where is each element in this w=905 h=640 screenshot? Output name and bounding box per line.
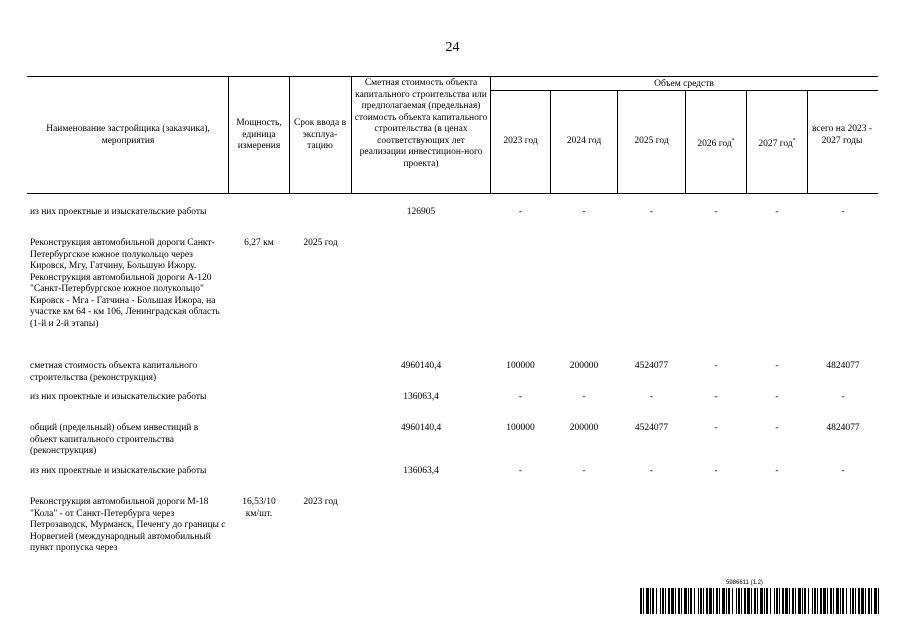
barcode-bar [868, 588, 870, 614]
row-2023: 100000 [506, 423, 535, 433]
row-2026: - [714, 466, 718, 476]
header-divider [807, 90, 808, 193]
barcode-bar [713, 588, 714, 614]
barcode-bar [817, 588, 818, 614]
barcode-bar [751, 588, 752, 614]
row-capacity: 6,27 км [244, 238, 274, 248]
row-deadline: 2025 год [303, 238, 338, 248]
barcode-bar [643, 588, 644, 614]
table-top-rule [27, 76, 878, 77]
row-2025: - [649, 392, 654, 402]
row-2027: - [775, 392, 779, 402]
barcode-label: 5986611 (1.2) [726, 580, 763, 586]
row-2027: - [775, 207, 779, 217]
barcode-bar [764, 588, 765, 614]
barcode-bar [650, 588, 651, 614]
barcode-bar [709, 588, 712, 614]
barcode-bar [782, 588, 784, 614]
row-name: Реконструкция автомобильной дороги Санкт-Петербургское южное полукольцо через Кировск, Мгу, Гатчину, Большую Ижору. Реконструкция автомобильной дороги А-120 "Санкт-Петербургское южное полукольцо" Кировск - Мга - Гатчина - Большая Ижора, на участке км 64 - км 106, Ленинградская область (1-й и 2-й этапы) [30, 238, 220, 329]
barcode-bar [700, 588, 702, 614]
row-2026: - [714, 207, 718, 217]
row-cost: 4960140,4 [400, 423, 442, 433]
header-capacity: Мощность, единица измерения [236, 118, 282, 151]
barcode-bar [766, 588, 768, 614]
header-total: всего на 2023 - 2027 годы [812, 124, 872, 146]
row-2024: - [582, 207, 586, 217]
barcode-bar [703, 588, 704, 614]
barcode-bar [842, 588, 844, 614]
row-2025: 4524077 [634, 423, 669, 433]
header-bottom-rule [27, 193, 878, 194]
barcode-bar [855, 588, 856, 614]
barcode-bar [675, 588, 676, 614]
barcode-bar [668, 588, 670, 614]
row-cost: 136063,4 [403, 466, 439, 476]
header-year-2023: 2023 год [503, 136, 538, 146]
barcode-bar [640, 588, 642, 614]
barcode-bar [646, 588, 649, 614]
row-2025: - [649, 207, 654, 217]
row-2027: - [775, 423, 779, 433]
barcode-bar [779, 588, 780, 614]
barcode-bar [690, 588, 692, 614]
row-2026: - [714, 361, 718, 371]
row-2026: - [714, 392, 718, 402]
header-year-2024: 2024 год [566, 136, 602, 146]
barcode-bar [662, 588, 664, 614]
header-cost: Сметная стоимость объекта капитального строительства или предполагаемая (предельная) стоимость объекта капитального строительства (в ценах соответствующих лет реализации инвестицион-ного проекта) [354, 78, 488, 169]
row-name: сметная стоимость объекта капитального строительства (реконструкция) [30, 361, 198, 383]
row-total: 4824077 [826, 361, 860, 371]
barcode-bar [852, 588, 854, 614]
barcode-bar [776, 588, 778, 614]
header-year-2027 [747, 136, 807, 151]
barcode-bar [671, 588, 674, 614]
barcode-bar [694, 588, 695, 614]
barcode-bar [830, 588, 832, 614]
footnote-star: * [731, 138, 735, 144]
barcode-image [640, 588, 884, 614]
barcode-bar [744, 588, 746, 614]
barcode-bar [846, 588, 847, 614]
barcode-bar [754, 588, 756, 614]
barcode-bar [770, 588, 771, 614]
row-2026: - [714, 423, 718, 433]
barcode-bar [836, 588, 839, 614]
barcode-bar [808, 588, 809, 614]
barcode-bar [681, 588, 682, 614]
header-year-2025: 2025 год [634, 136, 669, 146]
row-2024: 200000 [569, 423, 599, 433]
barcode-bar [858, 588, 860, 614]
row-2024: 200000 [569, 361, 599, 371]
barcode-bar [789, 588, 790, 614]
row-2025: 4524077 [634, 361, 669, 371]
row-2025: - [649, 466, 654, 476]
barcode-bar [878, 588, 879, 614]
row-cost: 4960140,4 [400, 361, 442, 371]
barcode-bar [798, 588, 801, 614]
row-name: общий (предельный) объем инвестиций в объект капитального строительства (реконструкция) [30, 423, 199, 456]
row-2024: - [582, 466, 586, 476]
row-2024: - [582, 392, 586, 402]
barcode-bar [728, 588, 730, 614]
barcode-bar [688, 588, 689, 614]
barcode-bar [665, 588, 666, 614]
barcode-bar [850, 588, 851, 614]
barcode-bar [833, 588, 834, 614]
row-capacity: 16,53/10 км/шт. [242, 497, 276, 519]
barcode-bar [716, 588, 718, 614]
year-2027-label: 2027 год [758, 139, 793, 150]
header-volume: Объем средств [654, 79, 714, 89]
header-year-2026 [686, 136, 746, 151]
barcode-bar [814, 588, 816, 614]
barcode-bar [865, 588, 866, 614]
row-total: - [841, 466, 845, 476]
barcode-bar [726, 588, 727, 614]
row-name: из них проектные и изыскательские работы [30, 466, 207, 476]
year-2026-label: 2026 год [697, 139, 732, 150]
barcode-bar [747, 588, 750, 614]
barcode-bar [874, 588, 877, 614]
row-2023: - [518, 466, 523, 476]
row-total: 4824077 [826, 423, 860, 433]
barcode-bar [795, 588, 796, 614]
header-divider [228, 76, 229, 193]
barcode-bar [684, 588, 687, 614]
header-divider [490, 76, 491, 193]
barcode-bar [741, 588, 742, 614]
barcode-bar [804, 588, 806, 614]
barcode-bar [656, 588, 657, 614]
barcode-bar [871, 588, 872, 614]
barcode-bar [732, 588, 733, 614]
barcode-bar [760, 588, 763, 614]
row-2023: 100000 [506, 361, 535, 371]
barcode-bar [719, 588, 720, 614]
row-2027: - [775, 361, 779, 371]
header-deadline: Срок ввода в эксплуа-тацию [293, 118, 347, 151]
barcode-bar [738, 588, 740, 614]
barcode-bar [736, 588, 737, 614]
barcode-bar [802, 588, 803, 614]
row-cost: 136063,4 [403, 392, 439, 402]
barcode-bar [812, 588, 813, 614]
row-2023: - [518, 207, 523, 217]
barcode-bar [652, 588, 654, 614]
barcode-bar [678, 588, 680, 614]
page-number: 24 [445, 40, 460, 55]
row-total: - [841, 207, 845, 217]
barcode-bar [698, 588, 699, 614]
row-name: из них проектные и изыскательские работы [30, 207, 207, 217]
barcode-bar [820, 588, 822, 614]
header-name: Наименование застройщика (заказчика), мероприятия [46, 124, 210, 146]
barcode-bar [861, 588, 864, 614]
barcode-bar [660, 588, 661, 614]
header-divider [289, 76, 290, 193]
barcode-bar [722, 588, 725, 614]
row-total: - [841, 392, 845, 402]
barcode-bar [785, 588, 788, 614]
barcode-bar [827, 588, 828, 614]
barcode-bar [840, 588, 841, 614]
barcode-bar [792, 588, 794, 614]
barcode-bar [774, 588, 775, 614]
row-deadline: 2023 год [303, 497, 338, 507]
barcode-bar [757, 588, 758, 614]
row-2027: - [775, 466, 779, 476]
row-cost: 126905 [406, 207, 436, 217]
header-divider [351, 76, 352, 193]
row-name: из них проектные и изыскательские работы [30, 392, 207, 402]
barcode-bar [706, 588, 708, 614]
footnote-star: * [792, 138, 796, 144]
row-name: Реконструкция автомобильной дороги М-18 "Кола" - от Санкт-Петербурга через Петрозаводск, Мурманск, Печенгу до границы с Норвегией (международный автомобильный пункт пропуска через [30, 497, 226, 553]
row-2023: - [518, 392, 523, 402]
barcode-bar [823, 588, 826, 614]
